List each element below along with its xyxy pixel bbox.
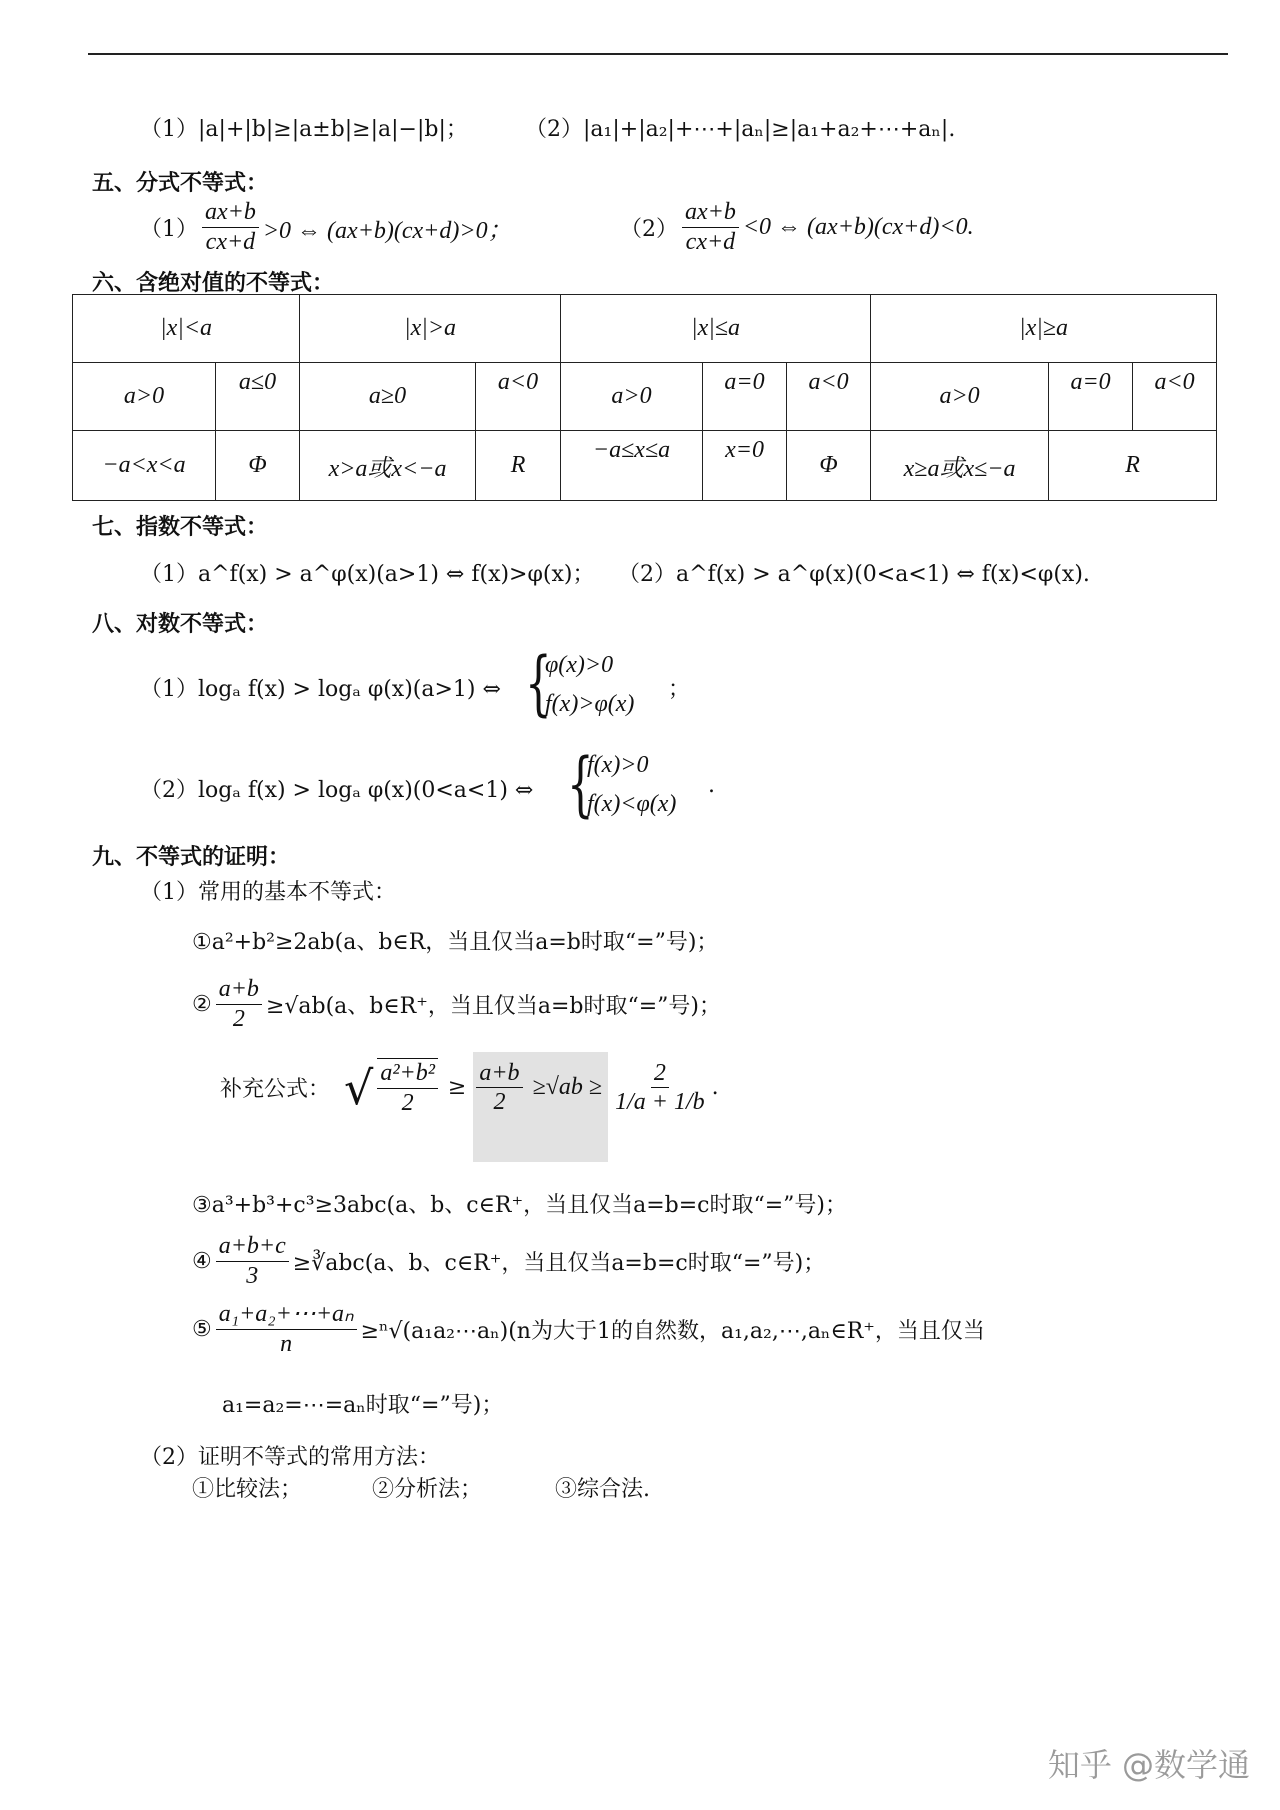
formula-rest: ≥∛abc(a、b、c∈R⁺，当且仅当a=b=c时取“=”号)；	[292, 1250, 826, 1276]
table-condition: a>0	[73, 363, 216, 431]
fraction	[476, 1059, 522, 1118]
log-inequality-1: （1）logₐ f(x) > logₐ φ(x)(a>1) ⇔	[140, 677, 501, 702]
table-header: |x|≥a	[871, 295, 1217, 363]
numerator: a+b	[216, 975, 262, 1005]
table-solution: −a<x<a	[73, 431, 216, 501]
log-system-2-line2: f(x)<φ(x)	[587, 791, 677, 817]
formula-prefix: ④	[192, 1248, 212, 1274]
basic-inequalities-subheading: （1）常用的基本不等式：	[140, 880, 396, 905]
section8-heading: 八、对数不等式：	[92, 612, 269, 637]
abs-inequality-2: （2）|a₁|+|a₂|+⋯+|aₙ|≥|a₁+a₂+⋯+aₙ|.	[525, 117, 956, 142]
formula-1: ①a²+b²≥2ab(a、b∈R，当且仅当a=b时取“=”号)；	[192, 930, 719, 955]
fraction	[216, 975, 262, 1034]
ge-sign: ≥	[447, 1075, 467, 1101]
table-solution: R	[476, 431, 561, 501]
log-system-2-line1: f(x)>0	[587, 752, 649, 778]
denominator: cx+d	[205, 228, 256, 255]
table-solution: x=0	[703, 431, 787, 501]
supplementary-formula	[220, 1058, 719, 1118]
fraction	[216, 1232, 289, 1291]
table-solution: x≥a或x≤−a	[871, 431, 1049, 501]
supplementary-end: .	[711, 1075, 719, 1101]
log-system-1-line1: φ(x)>0	[545, 652, 614, 678]
fraction	[612, 1059, 708, 1118]
fraction-rest: <0 ⇔ (ax+b)(cx+d)<0.	[742, 213, 974, 240]
denominator: 1/a + 1/b	[615, 1089, 705, 1116]
numerator: a₁+a₂+⋯+aₙ	[216, 1300, 357, 1330]
table-solution: x>a或x<−a	[300, 431, 476, 501]
section7-heading: 七、指数不等式：	[92, 515, 269, 540]
formula-2	[192, 975, 721, 1034]
formula-4	[192, 1232, 825, 1291]
numerator: a+b+c	[216, 1232, 289, 1262]
table-condition: a=0	[1049, 363, 1133, 431]
formula-5	[192, 1300, 985, 1359]
log-system-1-line2: f(x)>φ(x)	[545, 691, 635, 717]
section5-heading: 五、分式不等式：	[92, 171, 269, 196]
denominator: cx+d	[685, 228, 736, 255]
numerator: a²+b²	[377, 1059, 438, 1089]
absolute-value-table	[72, 294, 1217, 501]
fraction-rest: >0 ⇔ (ax+b)(cx+d)>0；	[262, 217, 512, 244]
numerator: ax+b	[202, 198, 259, 228]
sqrt-icon: √	[344, 1060, 374, 1115]
top-rule	[88, 53, 1228, 55]
abs-inequality-1: （1）|a|+|b|≥|a±b|≥|a|−|b|；	[140, 117, 468, 142]
table-header: |x|≤a	[561, 295, 871, 363]
fraction-inequality-1	[140, 198, 512, 257]
supplementary-label: 补充公式：	[220, 1077, 331, 1103]
method-synthesis: ③综合法.	[555, 1477, 650, 1502]
brace-icon: {	[567, 743, 594, 825]
formula-prefix: ⑤	[192, 1316, 212, 1342]
table-condition: a≥0	[300, 363, 476, 431]
denominator: 2	[232, 1005, 245, 1032]
denominator: 2	[401, 1089, 414, 1116]
fraction	[216, 1300, 357, 1359]
numerator: a+b	[476, 1059, 522, 1089]
method-comparison: ①比较法；	[192, 1477, 303, 1502]
table-condition: a<0	[476, 363, 561, 431]
method-analysis: ②分析法；	[372, 1477, 483, 1502]
denominator: 3	[246, 1262, 259, 1289]
log-inequality-2: （2）logₐ f(x) > logₐ φ(x)(0<a<1) ⇔	[140, 778, 534, 803]
exponential-inequality-2: （2）a^f(x) > a^φ(x)(0<a<1) ⇔ f(x)<φ(x).	[618, 562, 1090, 587]
item-prefix: （2）	[620, 216, 678, 242]
log-item1-end: ；	[668, 677, 691, 702]
numerator: ax+b	[682, 198, 739, 228]
section9-heading: 九、不等式的证明：	[92, 845, 291, 870]
fraction	[377, 1058, 438, 1118]
table-header: |x|<a	[73, 295, 300, 363]
formula-rest: ≥ⁿ√(a₁a₂⋯aₙ)(n为大于1的自然数，a₁,a₂,⋯,aₙ∈R⁺，当且仅当	[360, 1318, 985, 1344]
fraction-inequality-2	[620, 198, 974, 257]
log-item2-end: .	[708, 773, 715, 798]
denominator: 2	[493, 1089, 506, 1116]
table-header: |x|>a	[300, 295, 561, 363]
table-condition: a>0	[561, 363, 703, 431]
brace-icon: {	[525, 642, 552, 724]
table-solution: Φ	[216, 431, 300, 501]
table-condition: a>0	[871, 363, 1049, 431]
table-condition: a=0	[703, 363, 787, 431]
table-condition: a<0	[1133, 363, 1217, 431]
watermark: 知乎 @数学通	[1047, 1746, 1250, 1784]
formula-prefix: ②	[192, 991, 212, 1017]
denominator: n	[280, 1330, 293, 1357]
table-solution: R	[1049, 431, 1217, 501]
exponential-inequality-1: （1）a^f(x) > a^φ(x)(a>1) ⇔ f(x)>φ(x)；	[140, 562, 595, 587]
section6-heading: 六、含绝对值的不等式：	[92, 271, 335, 296]
fraction	[682, 198, 739, 257]
formula-rest: ≥√ab(a、b∈R⁺，当且仅当a=b时取“=”号)；	[265, 993, 721, 1019]
table-condition: a<0	[787, 363, 871, 431]
fraction	[202, 198, 259, 257]
numerator: 2	[651, 1059, 669, 1089]
proof-methods-subheading: （2）证明不等式的常用方法：	[140, 1445, 440, 1470]
ge-sign: ≥√ab ≥	[532, 1074, 603, 1101]
table-solution: −a≤x≤a	[561, 431, 703, 501]
formula-3: ③a³+b³+c³≥3abc(a、b、c∈R⁺，当且仅当a=b=c时取“=”号)；	[192, 1193, 847, 1218]
table-solution: Φ	[787, 431, 871, 501]
item-prefix: （1）	[140, 216, 198, 242]
formula-5-continuation: a₁=a₂=⋯=aₙ时取“=”号)；	[222, 1393, 504, 1418]
table-condition: a≤0	[216, 363, 300, 431]
